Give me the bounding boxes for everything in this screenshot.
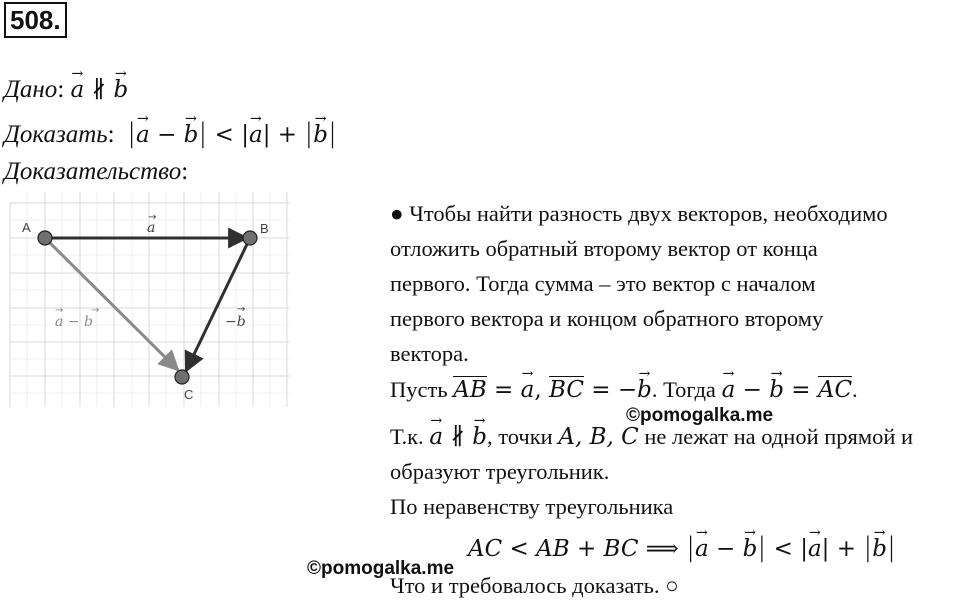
svg-text:→: → xyxy=(55,305,64,316)
problem-number: 508. xyxy=(4,2,67,38)
text-line-1: ● Чтобы найти разность двух векторов, необходимо xyxy=(390,201,888,226)
qed-line: Что и требовалось доказать. ○ xyxy=(390,573,679,598)
prove-line: Доказать: |→ a − → b| < |→ a| + |→ b| xyxy=(4,118,337,149)
triangle-diagram xyxy=(0,192,300,407)
inequality-formula: AC < AB + BC ⟹ |→ a − → b| < |→ a| + |→ b| xyxy=(468,532,896,563)
given-line: Дано: → a ∦ → b xyxy=(4,76,128,104)
watermark: ©pomogalka.me xyxy=(626,405,774,426)
bullet: ● xyxy=(390,201,404,226)
since-line: Т.к. → a ∦ → b, точки A, B, C не лежат на одной прямой и xyxy=(390,424,913,450)
text-line-3: первого. Тогда сумма – это вектор с началом xyxy=(390,271,816,296)
vector-a-minus-b-arrow xyxy=(45,238,178,370)
text-by-inequality: По неравенству треугольника xyxy=(390,494,674,519)
text-line-4: первого вектора и концом обратного второму xyxy=(390,306,824,331)
point-c xyxy=(175,370,189,384)
label-vector-a-minus-b: a − b xyxy=(55,314,93,330)
label-c: C xyxy=(184,387,194,402)
proof-label: Доказательство xyxy=(4,158,182,185)
prove-label: Доказать xyxy=(4,121,108,148)
text-line-2: отложить обратный второму вектор от конца xyxy=(390,236,818,261)
label-b: B xyxy=(260,221,269,236)
text-form-triangle: образуют треугольник. xyxy=(390,459,610,484)
given-label: Дано xyxy=(4,76,58,103)
let-line: Пусть AB = → a, BC = −→ b. Тогда → a − → b = AC. xyxy=(390,376,858,403)
svg-text:→: → xyxy=(91,305,100,316)
svg-text:→: → xyxy=(148,212,157,223)
proof-line: Доказательство: xyxy=(4,158,189,185)
label-vector-a: a xyxy=(147,220,156,236)
point-b xyxy=(243,231,257,245)
text-line-5: вектора. xyxy=(390,341,469,366)
label-a: A xyxy=(22,220,31,235)
watermark-2: ©pomogalka.me xyxy=(307,558,455,579)
svg-text:→: → xyxy=(237,304,246,315)
qed-symbol: ○ xyxy=(665,573,679,598)
label-vector-minus-b: −b xyxy=(225,314,246,330)
point-a xyxy=(38,231,52,245)
